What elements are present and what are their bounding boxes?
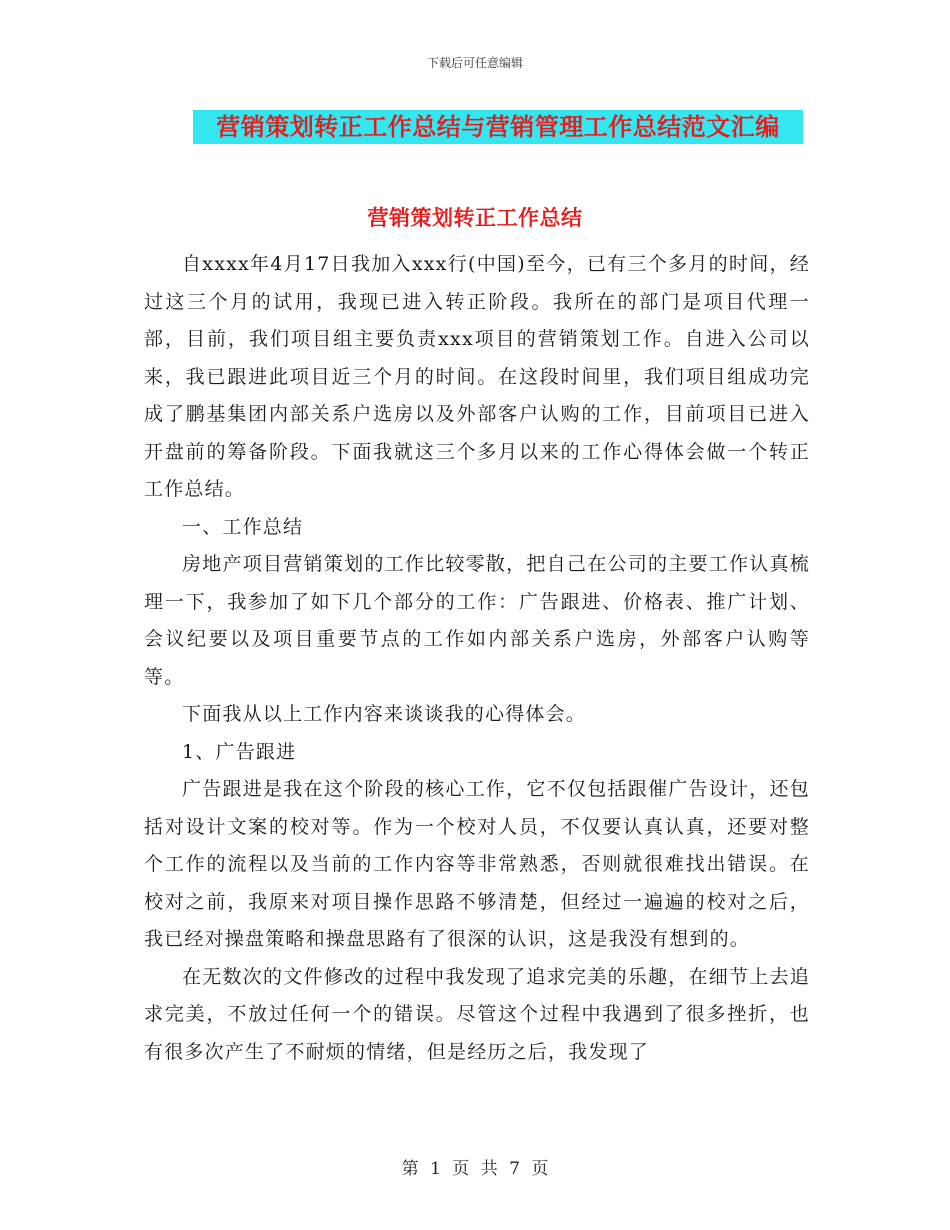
document-title-highlight [193,110,803,144]
paragraph: 1、广告跟进 [182,740,297,763]
paragraph: 下面我从以上工作内容来谈谈我的心得体会。 [182,703,587,725]
paragraph: 房地产项目营销策划的工作比较零散，把自己在公司的主要工作认真梳理一下，我参加了如下几个部分的工作：广告跟进、价格表、推广计划、会议纪要以及项目重要节点的工作如内部关系户选房，外部客户认购等等。 [144,553,810,688]
document-body [144,246,810,1071]
paragraph: 自xxxx年4月17日我加入xxx行(中国)至今，已有三个多月的时间，经过这三个月的试用，我现已进入转正阶段。我所在的部门是项目代理一部，目前，我们项目组主要负责xxx项目的营销策划工作。自进入公司以来，我已跟进此项目近三个月的时间。在这段时间里，我们项目组成功完成了鹏基集团内部关系户选房以及外部客户认购的工作，目前项目已进入开盘前的筹备阶段。下面我就这三个多月以来的工作心得体会做一个转正工作总结。 [144,253,810,500]
section-title: 营销策划转正工作总结 [367,205,583,230]
document-title: 营销策划转正工作总结与营销管理工作总结范文汇编 [216,112,780,141]
header-note: 下载后可任意编辑 [426,56,523,70]
paragraph: 在无数次的文件修改的过程中我发现了追求完美的乐趣，在细节上去追求完美，不放过任何一个的错误。尽管这个过程中我遇到了很多挫折，也有很多次产生了不耐烦的情绪，但是经历之后，我发现了 [144,965,810,1063]
page-number-footer: 第 1 页 共 7 页 [401,1159,549,1179]
paragraph: 一、工作总结 [182,515,304,538]
paragraph: 广告跟进是我在这个阶段的核心工作，它不仅包括跟催广告设计，还包括对设计文案的校对等。作为一个校对人员，不仅要认真认真，还要对整个工作的流程以及当前的工作内容等非常熟悉，否则就很难找出错误。在校对之前，我原来对项目操作思路不够清楚，但经过一遍遍的校对之后，我已经对操盘策略和操盘思路有了很深的认识，这是我没有想到的。 [144,778,810,950]
